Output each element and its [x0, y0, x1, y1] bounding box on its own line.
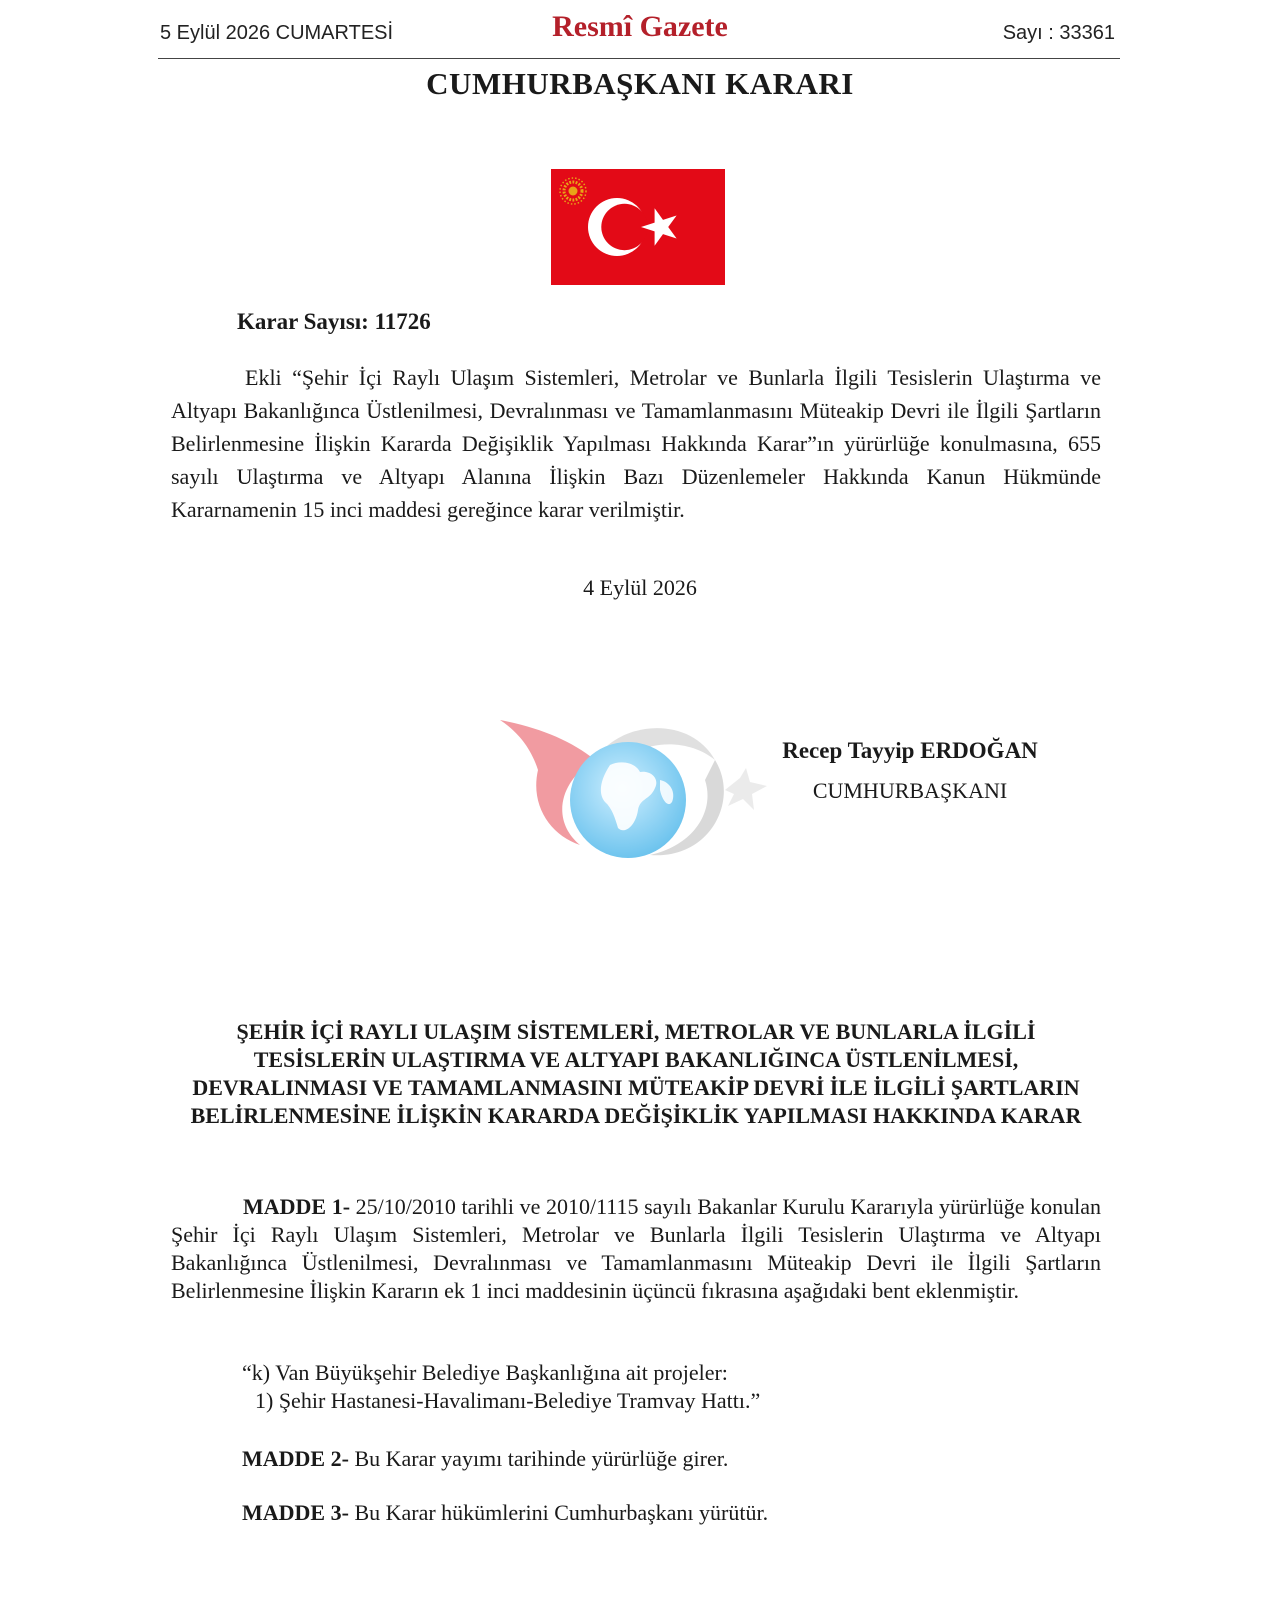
article-2-label: MADDE 2-	[242, 1446, 349, 1471]
annex-title: ŞEHİR İÇİ RAYLI ULAŞIM SİSTEMLERİ, METROLAR VE BUNLARLA İLGİLİ TESİSLERİN ULAŞTIRMA VE ALTYAPI BAKANLIĞINCA ÜSTLENİLMESİ, DEVRALINMASI VE TAMAMLANMASINI MÜTEAKİP DEVRİ İLE İLGİLİ ŞARTLARIN BELİRLENMESİNE İLİŞKİN KARARDA DEĞİŞİKLİK YAPILMASI HAKKINDA KARAR	[190, 1019, 1082, 1128]
turkish-presidential-flag-icon	[551, 169, 725, 285]
document-title: CUMHURBAŞKANI KARARI	[426, 66, 854, 101]
intro-paragraph: Ekli “Şehir İçi Raylı Ulaşım Sistemleri, Metrolar ve Bunlarla İlgili Tesislerin Ulaştırma ve Altyapı Bakanlığınca Üstlenilmesi, Devralınması ve Tamamlanmasını Müteakip Devri ile İlgili Şartların Belirlenmesine İlişkin Kararda Değişiklik Yapılması Hakkında Karar”ın yürürlüğe konulmasına, 655 sayılı Ulaştırma ve Altyapı Alanına İlişkin Bazı Düzenlemeler Hakkında Kanun Hükmünde Kararnamenin 15 inci maddesi gereğince karar verilmiştir.	[171, 365, 1101, 522]
crescent-globe-watermark-icon	[500, 720, 770, 870]
article-1-label: MADDE 1-	[243, 1194, 351, 1219]
clause-k: “k) Van Büyükşehir Belediye Başkanlığına ait projeler:	[242, 1360, 728, 1385]
header-rule	[158, 58, 1120, 59]
article-2	[242, 1446, 728, 1472]
clause-1: 1) Şehir Hastanesi-Havalimanı-Belediye Tramvay Hattı.”	[255, 1388, 761, 1413]
article-1	[171, 1193, 1101, 1305]
decision-date: 4 Eylül 2026	[583, 575, 697, 600]
article-3-text: Bu Karar hükümlerini Cumhurbaşkanı yürütür.	[354, 1500, 769, 1525]
article-1-text: 25/10/2010 tarihli ve 2010/1115 sayılı Bakanlar Kurulu Kararıyla yürürlüğe konulan Şehir İçi Raylı Ulaşım Sistemleri, Metrolar ve Bunlarla İlgili Tesislerin Ulaştırma ve Altyapı Bakanlığınca Üstlenilmesi, Devralınması ve Tamamlanmasını Müteakip Devri ile İlgili Şartların Belirlenmesine İlişkin Kararın ek 1 inci maddesinin üçüncü fıkrasına aşağıdaki bent eklenmiştir.	[171, 1194, 1101, 1303]
signer-title: CUMHURBAŞKANI	[812, 778, 1008, 803]
issue-number: Sayı : 33361	[1002, 22, 1115, 44]
decision-number: Karar Sayısı: 11726	[237, 309, 431, 334]
article-3-label: MADDE 3-	[242, 1500, 349, 1525]
article-2-text: Bu Karar yayımı tarihinde yürürlüğe girer.	[354, 1446, 729, 1471]
signer-name: Recep Tayyip ERDOĞAN	[782, 738, 1038, 763]
header-date: 5 Eylül 2026 CUMARTESİ	[160, 22, 394, 44]
masthead: Resmî Gazete	[552, 10, 728, 43]
article-3	[242, 1500, 768, 1526]
